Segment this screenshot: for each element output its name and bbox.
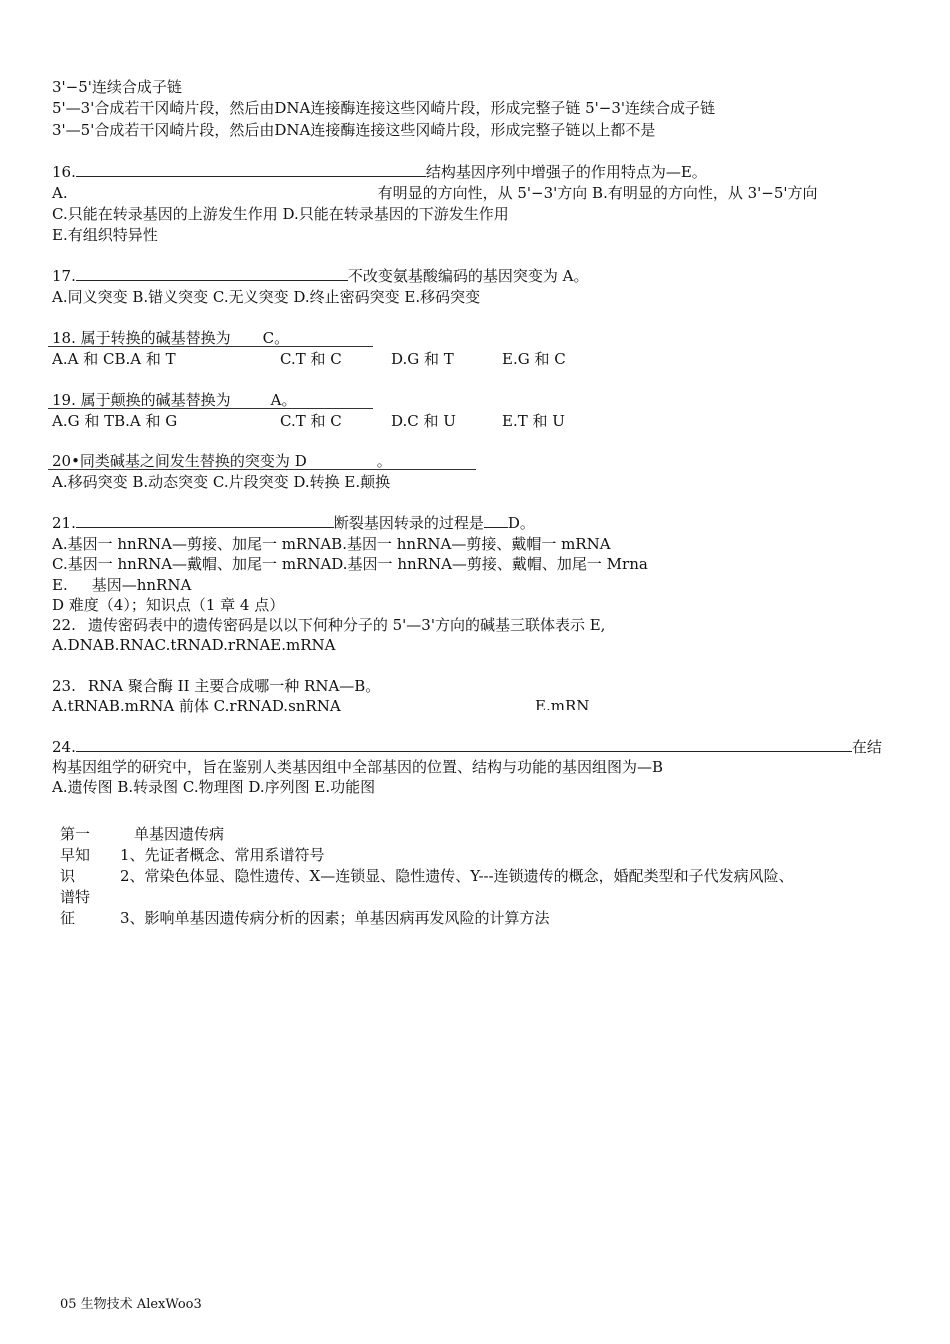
answer-blank [76,513,334,528]
option: E.T 和 U [502,412,565,430]
option-label: E. [52,576,68,594]
underline-rule [48,346,373,347]
section-side-label-2: 早知 [60,846,91,864]
answer-blank [76,737,852,752]
question-text: 不改变氨基酸编码的基因突变为 A。 [347,267,589,285]
q23-option-e-cut: E.mRN [535,697,590,710]
q19-options [52,411,565,431]
question-text: 18. 属于转换的碱基替换为 [52,329,231,347]
question-number: 21. [52,514,76,532]
section-side-label-1: 第一 [60,825,91,843]
q21-meta: D 难度（4）；知识点（1 章 4 点） [52,596,285,614]
question-number: 24. [52,738,76,756]
question-number: 23. [52,677,76,695]
q17-options: A.同义突变 B.错义突变 C.无义突变 D.终止密码突变 E.移码突变 [52,288,481,306]
q24-options: A.遗传图 B.转录图 C.物理图 D.序列图 E.功能图 [52,778,376,796]
question-number: 17. [52,267,76,285]
section-side-label-4: 谱特 [60,888,91,906]
q21-options-ab: A.基因一 hnRNA—剪接、加尾一 mRNAB.基因一 hnRNA—剪接、戴帽一 mRNA [52,535,611,553]
option: A.G 和 TB.A 和 G [52,412,178,430]
q24-line-2: 构基因组学的研究中，旨在鉴别人类基因组中全部基因的位置、结构与功能的基因组图为—B [52,758,664,776]
option-label: A. [52,184,68,202]
answer: A。 [270,391,297,409]
option-text: 基因—hnRNA [91,576,192,594]
option: A.A 和 CB.A 和 T [52,350,176,368]
option: C.T 和 C [280,412,342,430]
q20-stem [52,451,392,471]
q23-stem [52,676,380,696]
q18-stem [52,328,289,348]
answer-blank [76,162,426,177]
answer-blank [484,513,508,528]
section-item-3: 3、影响单基因遗传病分析的因素；单基因病再发风险的计算方法 [120,909,550,927]
q17-stem [52,266,588,286]
question-text: 在结 [851,738,882,756]
section-side-label-5: 征 [60,909,76,927]
q22-options: A.DNAB.RNAC.tRNAD.rRNAE.mRNA [52,636,336,654]
q24-stem [52,737,882,757]
question-number: 16. [52,163,76,181]
question-text: 遗传密码表中的遗传密码是以以下何种分子的 5'—3'方向的碱基三联体表示 E, [87,616,606,634]
question-text: 断裂基因转录的过程是 [333,514,484,532]
section-item-1: 1、先证者概念、常用系谱符号 [120,846,325,864]
punctuation: 。 [376,452,392,470]
option: C.T 和 C [280,350,342,368]
q20-options: A.移码突变 B.动态突变 C.片段突变 D.转换 E.颠换 [52,473,391,491]
q15-line-1: 3'−5'连续合成子链 [52,78,182,96]
q21-stem [52,513,535,533]
question-text: 结构基因序列中增强子的作用特点为—E。 [425,163,707,181]
q23-options: A.tRNAB.mRNA 前体 C.rRNAD.snRNA [52,697,341,715]
q16-options-cd: C.只能在转录基因的上游发生作用 D.只能在转录基因的下游发生作用 [52,205,509,223]
q18-options [52,349,566,369]
question-text: RNA 聚合酶 II 主要合成哪一种 RNA—B。 [87,677,381,695]
question-number: 22. [52,616,76,634]
underline-rule [48,408,373,409]
q21-options-cd: C.基因一 hnRNA—戴帽、加尾一 mRNAD.基因一 hnRNA—剪接、戴帽、加尾一 Mrna [52,555,648,573]
q21-options-e [52,575,191,595]
option: D.C 和 U [391,412,456,430]
option: D.G 和 T [391,350,454,368]
q15-line-3: 3'—5'合成若干冈崎片段，然后由DNA连接酶连接这些冈崎片段，形成完整子链以上都不是 [52,121,656,139]
answer-blank [76,266,348,281]
answer: C。 [262,329,290,347]
question-text: 20•同类碱基之间发生替换的突变为 D [52,452,307,470]
q15-line-2: 5'—3'合成若干冈崎片段，然后由DNA连接酶连接这些冈崎片段，形成完整子链 5'−3'连续合成子链 [52,99,715,117]
option: E.G 和 C [502,350,566,368]
option-text: 有明显的方向性，从 5'−3'方向 B.有明显的方向性，从 3'−5'方向 [377,184,818,202]
section-side-label-3: 识 [60,867,76,885]
q16-options-ab [52,183,818,203]
q16-stem [52,162,707,182]
section-title: 单基因遗传病 [134,825,225,843]
q16-options-e: E.有组织特异性 [52,226,158,244]
page-footer: 05 生物技术 AlexWoo3 [60,1297,202,1312]
q19-stem [52,390,296,410]
section-item-2: 2、常染色体显、隐性遗传、X—连锁显、隐性遗传、Y---连锁遗传的概念，婚配类型和子代发病风险、 [120,867,794,885]
q22-stem [52,615,605,635]
question-text: 19. 属于颠换的碱基替换为 [52,391,231,409]
answer: D。 [507,514,535,532]
underline-rule [48,469,476,470]
